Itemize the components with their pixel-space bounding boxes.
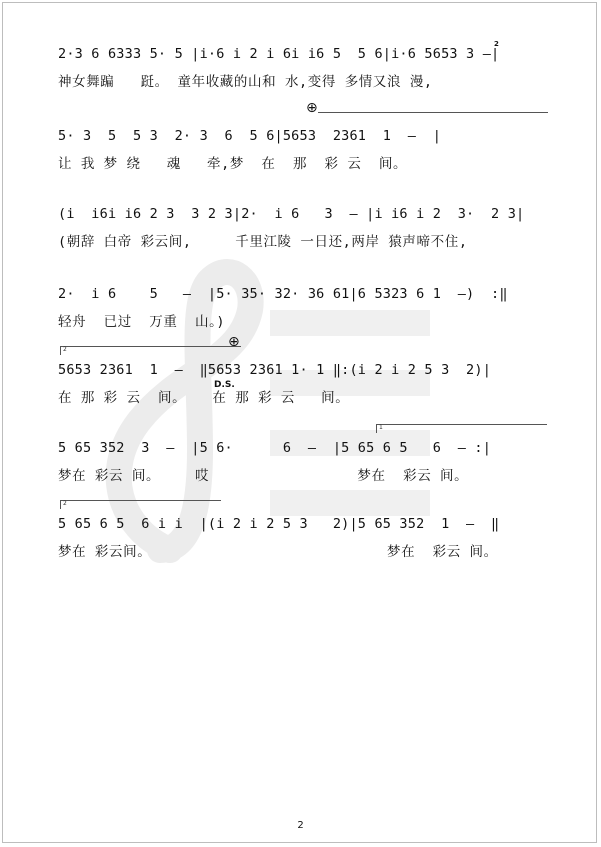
- lyric-line: 神女舞蹁 跹。 童年收藏的山和 水,变得 多情又浪 漫,: [58, 74, 433, 90]
- notation-line: 5 65 352 3 – |5 6· 6 – |5 65 6 5 6 – :|: [58, 440, 492, 456]
- segno-superscript: 2: [494, 40, 499, 48]
- lyric-line: 梦在 彩云间。 梦在 彩云 间。: [58, 544, 498, 560]
- page-number: 2: [297, 820, 304, 831]
- lyric-line: 在 那 彩 云 间。 在 那 彩 云 间。: [58, 390, 350, 406]
- score-line-2: [58, 128, 568, 172]
- volta-bracket-3: [376, 424, 547, 433]
- notation-line: 5 65 6 5 6 i i |(i 2 i 2 5 3 2)|5 65 352 1 – ‖: [58, 516, 500, 532]
- lyric-line: (朝辞 白帝 彩云间, 千里江陵 一日还,两岸 猿声啼不住,: [58, 234, 468, 250]
- lyric-line: 让 我 梦 绕 魂 牵,梦 在 那 彩 云 间。: [58, 156, 408, 172]
- notation-line: 2·3 6 6333 5· 5 |i·6 i 2 i 6i i6 5 5 6|i·6 5653 3 –|: [58, 46, 500, 62]
- volta-number: 1: [379, 424, 383, 431]
- coda-symbol-2: ⊕: [228, 334, 240, 350]
- notation-line: 5653 2361 1 – ‖5653 2361 1· 1 ‖:(i 2 i 2 5 3 2)|: [58, 362, 492, 378]
- notation-line: (i i6i i6 2 3 3 2 3|2· i 6 3 – |i i6 i 2 3· 2 3|: [58, 206, 525, 222]
- score-line-5: [58, 362, 568, 406]
- volta-bracket-4: [60, 500, 221, 509]
- score-line-4: [58, 286, 568, 330]
- volta-bracket-2: [60, 346, 241, 355]
- volta-number: 2: [63, 346, 67, 353]
- score-line-1: [58, 46, 568, 90]
- notation-line: 5· 3 5 5 3 2· 3 6 5 6|5653 2361 1 – |: [58, 128, 442, 144]
- lyric-line: 梦在 彩云 间。 哎 梦在 彩云 间。: [58, 468, 469, 484]
- ds-mark: D.S.: [214, 380, 235, 390]
- score-line-7: [58, 516, 568, 560]
- notation-line: 2· i 6 5 – |5· 35· 32· 36 61|6 5323 6 1 –) :‖: [58, 286, 508, 302]
- volta-number: 2: [63, 500, 67, 507]
- score-line-3: [58, 206, 568, 250]
- score-line-6: [58, 440, 568, 484]
- lyric-line: 轻舟 已过 万重 山。): [58, 314, 226, 330]
- coda-symbol-1: ⊕: [306, 100, 318, 116]
- volta-bracket-1: [318, 112, 548, 121]
